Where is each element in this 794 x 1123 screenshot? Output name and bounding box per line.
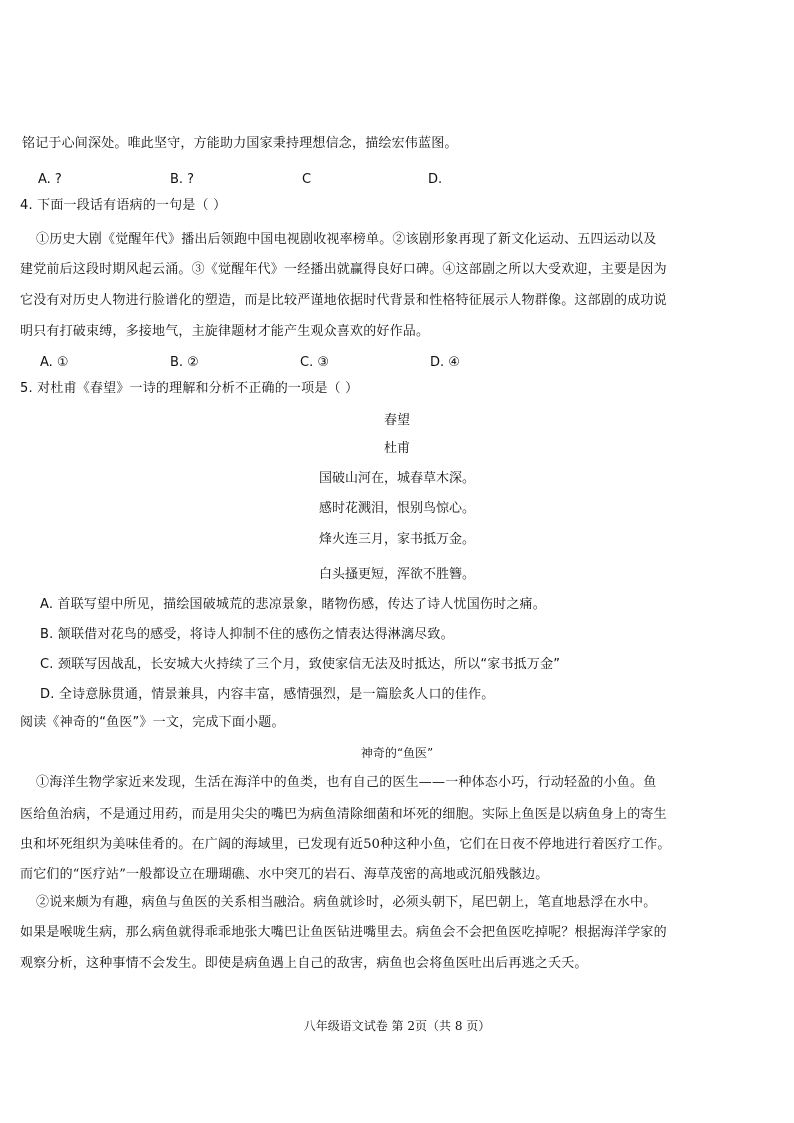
article-paragraph-line: ②说来颇为有趣，病鱼与鱼医的关系相当融洽。病鱼就诊时，必须头朝下，尾巴朝上，笔直地悬浮在水中。 bbox=[36, 895, 657, 910]
q4-paragraph-line: 明只有打破束缚，多接地气，主旋律题材才能产生观众喜欢的好作品。 bbox=[20, 324, 430, 339]
poem-line: 国破山河在，城春草木深。 bbox=[318, 471, 475, 486]
q4-option-a: A. ① bbox=[40, 355, 69, 370]
q5-option-c: C. 颈联写因战乱，长安城大火持续了三个月，致使家信无法及时抵达，所以“家书抵万金” bbox=[40, 657, 561, 672]
article-paragraph-line: 而它们的“医疗站”一般都设立在珊瑚礁、水中突兀的岩石、海草茂密的高地或沉船残骸边。 bbox=[20, 867, 549, 882]
article-title: 神奇的“鱼医” bbox=[360, 746, 434, 760]
q4-paragraph-line: 它没有对历史人物进行脸谱化的塑造，而是比较严谨地依据时代背景和性格特征展示人物群像。这部剧的成功说 bbox=[20, 293, 667, 308]
q5-option-d: D. 全诗意脉贯通，情景兼具，内容丰富，感情强烈，是一篇脍炙人口的佳作。 bbox=[40, 687, 495, 702]
q5-stem: 5. 对杜甫《春望》一诗的理解和分析不正确的一项是（ ） bbox=[20, 381, 359, 396]
poem-title: 春望 bbox=[383, 413, 410, 428]
q3-option-d: D. bbox=[428, 172, 443, 187]
reading-intro: 阅读《神奇的“鱼医”》一文，完成下面小题。 bbox=[20, 715, 285, 730]
q3-option-c: C bbox=[302, 172, 312, 187]
q3-option-a: A. ? bbox=[38, 172, 62, 187]
poem-line: 感时花溅泪，恨别鸟惊心。 bbox=[318, 501, 475, 516]
article-paragraph-line: 医给鱼治病，不是通过用药，而是用尖尖的嘴巴为病鱼清除细菌和坏死的细胞。实际上鱼医是以病鱼身上的寄生 bbox=[20, 807, 667, 822]
page-footer: 八年级语文试卷 第 2页（共 8 页） bbox=[303, 1019, 491, 1033]
continued-text-line: 铭记于心间深处。唯此坚守，方能助力国家秉持理想信念，描绘宏伟蓝图。 bbox=[22, 136, 458, 151]
poem-line: 白头搔更短，浑欲不胜簪。 bbox=[318, 567, 475, 582]
q4-option-c: C. ③ bbox=[300, 355, 329, 370]
poem-line: 烽火连三月，家书抵万金。 bbox=[318, 532, 475, 547]
article-paragraph-line: 如果是喉咙生病，那么病鱼就得乖乖地张大嘴巴让鱼医钻进嘴里去。病鱼会不会把鱼医吃掉呢？根据海洋学家的 bbox=[20, 925, 667, 940]
q4-paragraph-line: 建党前后这段时期风起云涌。③《觉醒年代》一经播出就赢得良好口碑。④这部剧之所以大受欢迎，主要是因为 bbox=[20, 262, 667, 277]
q5-option-a: A. 首联写望中所见，描绘国破城荒的悲凉景象，睹物伤感，传达了诗人忧国伤时之痛。 bbox=[40, 597, 546, 612]
q3-option-b: B. ? bbox=[170, 172, 195, 187]
poem-author: 杜甫 bbox=[383, 441, 410, 456]
q4-stem: 4. 下面一段话有语病的一句是（ ） bbox=[20, 198, 227, 213]
q4-option-d: D. ④ bbox=[430, 355, 460, 370]
article-paragraph-line: ①海洋生物学家近来发现，生活在海洋中的鱼类，也有自己的医生——一种体态小巧，行动轻盈的小鱼。鱼 bbox=[36, 775, 657, 790]
q4-paragraph-line: ①历史大剧《觉醒年代》播出后领跑中国电视剧收视率榜单。②该剧形象再现了新文化运动、五四运动以及 bbox=[36, 232, 657, 247]
q4-option-b: B. ② bbox=[170, 355, 199, 370]
article-paragraph-line: 虫和坏死组织为美味佳肴的。在广阔的海域里，已发现有近50种这种小鱼，它们在日夜不停地进行着医疗工作。 bbox=[20, 837, 671, 852]
q5-option-b: B. 颔联借对花鸟的感受，将诗人抑制不住的感伤之情表达得淋漓尽致。 bbox=[40, 627, 454, 642]
article-paragraph-line: 观察分析，这种事情不会发生。即使是病鱼遇上自己的敌害，病鱼也会将鱼医吐出后再逃之夭夭。 bbox=[20, 956, 588, 971]
